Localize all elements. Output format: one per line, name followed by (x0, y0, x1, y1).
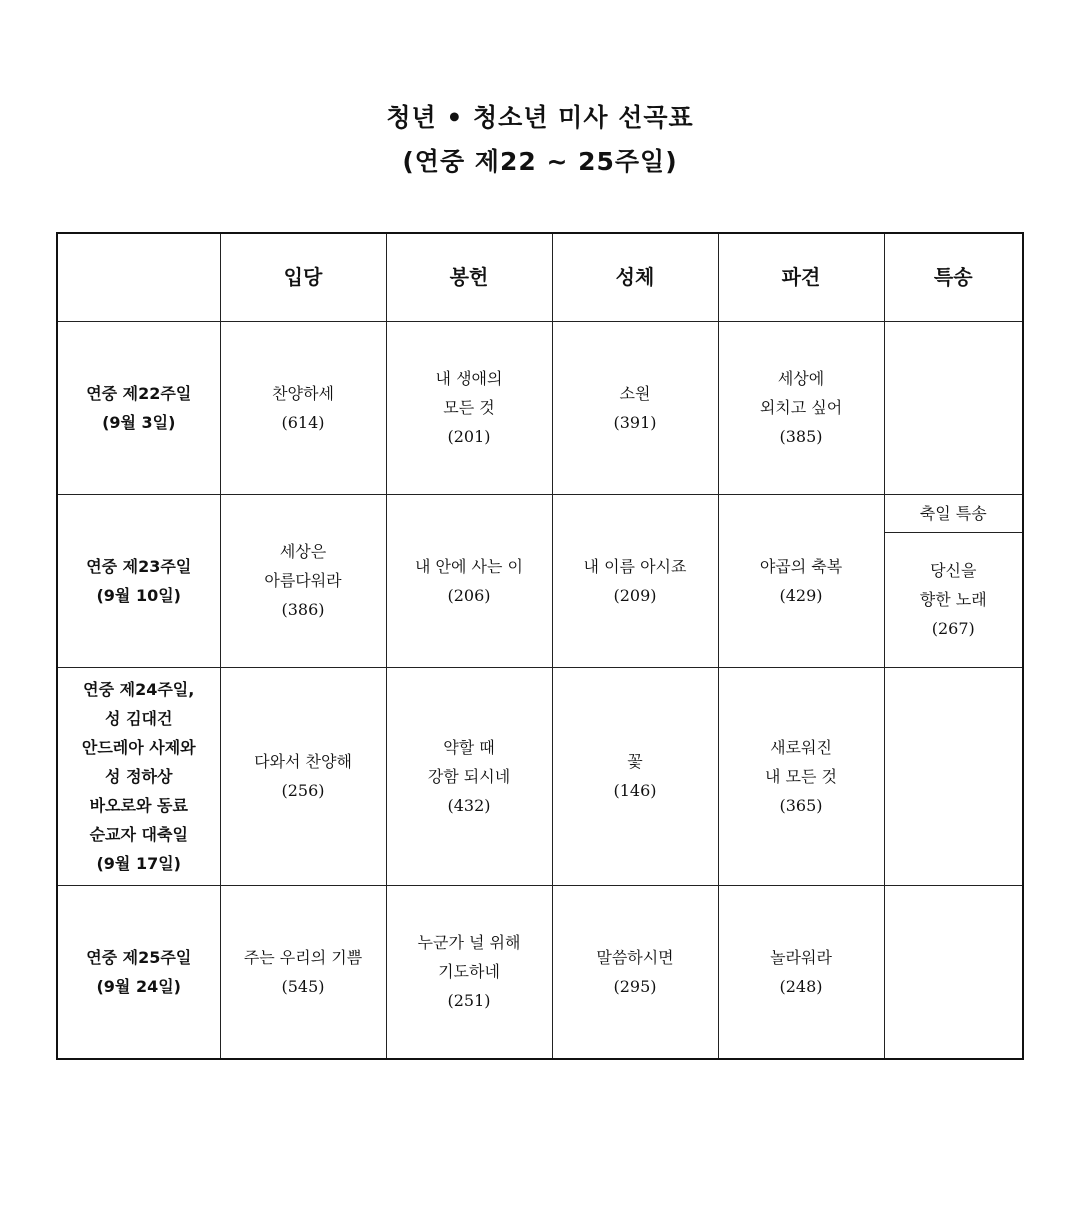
cell-line: (295) (613, 976, 657, 996)
offertory-cell (386, 885, 552, 1059)
cell-line: 축일 특송 (919, 503, 987, 523)
cell-line: 강함 되시네 (427, 766, 511, 786)
cell-line: (9월 10일) (96, 585, 181, 605)
special-cell (884, 321, 1023, 494)
cell-line: (146) (613, 781, 657, 800)
week-cell (57, 321, 220, 494)
title-line-2: (연중 제22 ~ 25주일) (402, 147, 678, 176)
dismissal-cell (718, 321, 884, 494)
offertory-cell (386, 321, 552, 494)
cell-line: 성 정하상 (105, 766, 173, 786)
offertory-cell (386, 667, 552, 885)
cell-line: 찬양하세 (272, 383, 334, 403)
header-entrance: 입당 (220, 233, 386, 321)
cell-line: 성 김대건 (105, 708, 173, 728)
cell-line: 기도하네 (438, 962, 500, 982)
song-schedule-table (56, 232, 1024, 1060)
cell-line: 내 생애의 (435, 369, 503, 388)
cell-line: 안드레아 사제와 (81, 737, 196, 757)
title-line-1: 청년 • 청소년 미사 선곡표 (386, 103, 694, 132)
header-special: 특송 (884, 233, 1023, 321)
cell-line: 연중 제24주일, (83, 679, 195, 699)
entrance-cell (220, 321, 386, 494)
cell-line: (248) (779, 976, 823, 996)
cell-line: (386) (281, 600, 325, 619)
cell-line: (201) (447, 427, 491, 446)
header-offertory: 봉헌 (386, 233, 552, 321)
communion-cell (552, 494, 718, 667)
table-row (57, 321, 1023, 494)
cell-line: (251) (447, 991, 491, 1011)
document-title (0, 96, 1080, 184)
communion-cell (552, 667, 718, 885)
dismissal-cell (718, 885, 884, 1059)
cell-line: (267) (931, 619, 975, 638)
entrance-cell (220, 494, 386, 667)
cell-line: 외치고 싶어 (759, 398, 843, 417)
cell-line: 내 안에 사는 이 (415, 556, 523, 576)
cell-line: 야곱의 축복 (759, 556, 843, 576)
week-cell (57, 494, 220, 667)
cell-line: (9월 24일) (96, 976, 181, 996)
cell-line: 연중 제23주일 (86, 556, 192, 576)
cell-line: 누군가 널 위해 (417, 933, 521, 953)
cell-line: 다와서 찬양해 (254, 752, 352, 771)
cell-line: (391) (613, 412, 657, 432)
dismissal-cell (718, 667, 884, 885)
special-cell (884, 885, 1023, 1059)
cell-line: 약할 때 (443, 737, 495, 757)
table-row (57, 667, 1023, 885)
cell-line: (432) (447, 795, 491, 815)
cell-line: 연중 제22주일 (86, 383, 192, 403)
cell-line: 세상에 (777, 369, 825, 388)
cell-line: (9월 3일) (102, 412, 176, 432)
cell-line: 내 모든 것 (765, 766, 837, 786)
cell-line: (9월 17일) (96, 853, 181, 873)
cell-line: 내 이름 아시죠 (583, 556, 687, 576)
cell-line: 놀라워라 (770, 947, 832, 967)
special-cell (884, 532, 1023, 667)
special-cell (884, 667, 1023, 885)
cell-line: 바오로와 동료 (89, 795, 188, 815)
cell-line: (256) (281, 781, 325, 800)
cell-line: 아름다워라 (264, 571, 342, 590)
cell-line: 세상은 (279, 542, 327, 561)
cell-line: 새로워진 (770, 737, 832, 757)
cell-line: 말씀하시면 (596, 947, 674, 967)
entrance-cell (220, 667, 386, 885)
offertory-cell (386, 494, 552, 667)
week-cell (57, 667, 220, 885)
table-row (57, 494, 1023, 532)
cell-line: 주는 우리의 기쁨 (243, 947, 363, 967)
cell-line: (206) (447, 585, 491, 605)
cell-line: 연중 제25주일 (86, 947, 192, 967)
cell-line: (429) (779, 585, 823, 605)
entrance-cell (220, 885, 386, 1059)
cell-line: 당신을 (930, 561, 977, 580)
communion-cell (552, 885, 718, 1059)
header-dismissal: 파견 (718, 233, 884, 321)
special-subheader-cell (884, 494, 1023, 532)
cell-line: 모든 것 (443, 398, 495, 417)
cell-line: (614) (281, 412, 325, 432)
header-row (57, 233, 1023, 321)
header-communion: 성체 (552, 233, 718, 321)
dismissal-cell (718, 494, 884, 667)
table-row (57, 885, 1023, 1059)
cell-line: (365) (779, 795, 823, 815)
cell-line: (209) (613, 585, 657, 605)
cell-line: 향한 노래 (919, 590, 987, 609)
header-empty (57, 233, 220, 321)
communion-cell (552, 321, 718, 494)
cell-line: (545) (281, 976, 325, 996)
cell-line: 꽃 (627, 752, 643, 771)
week-cell (57, 885, 220, 1059)
cell-line: 소원 (619, 383, 651, 403)
cell-line: 순교자 대축일 (89, 824, 188, 844)
cell-line: (385) (779, 427, 823, 446)
